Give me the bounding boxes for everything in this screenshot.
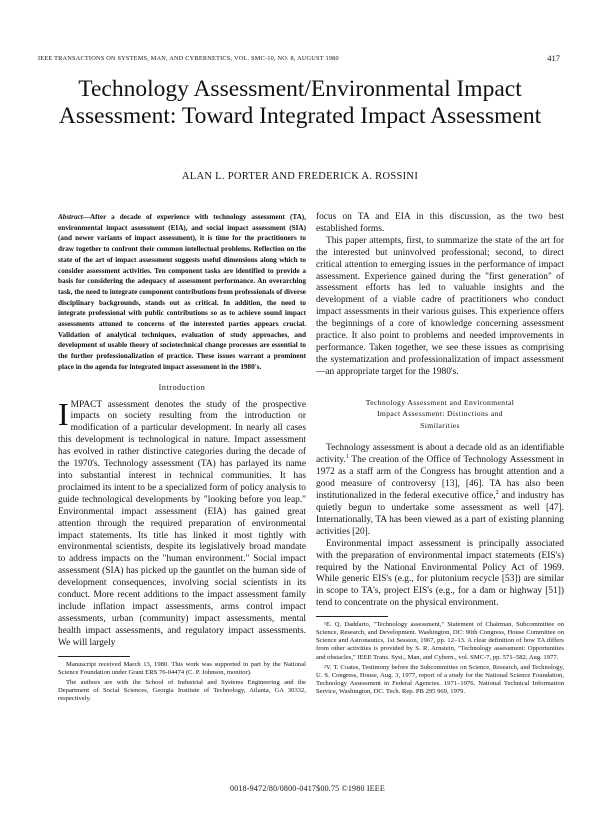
paper-title: Technology Assessment/Environmental Impact Assessment: Toward Integrated Impact Assessment <box>58 76 542 129</box>
footnote-1: ¹E. Q. Daddario, "Technology assessment," Statement of Chairman, Subcommittee on Science, Research, and Development. Washington, DC: 90th Congress, House Committee on Science and Astronautics, 1st Session, 1967, pp. 12–13. A clear definition of how TA differs from other activities is provided by S. R. Arnstein, "Technology assessment: Opportunities and obstacles," IEEE Trans. Syst., Man, and Cybern., vol. SMC-7, pp. 571–582, Aug. 1977. <box>316 621 564 661</box>
footnote-2: ²V. T. Coates, Testimony before the Subcommittee on Science, Research, and Technology, U. S. Congress, House, Aug. 3, 1977, report of a study for the National Science Foundation, Technology Assessment in Federal Agencies. 1971–1976. National Technical Information Service, Washington, DC. Tech. Rep. PB 295 969, 1979. <box>316 663 564 695</box>
page-number: 417 <box>547 53 560 63</box>
text-ta-a: Technology assessment is about a decade old as an identifiable activity. <box>316 443 564 466</box>
dropcap: I <box>58 395 69 432</box>
heading-line-3: Similarities <box>420 420 460 430</box>
authors: ALAN L. PORTER AND FREDERICK A. ROSSINI <box>181 171 419 182</box>
introduction-paragraph <box>58 395 306 650</box>
footnote-affiliation: The authors are with the School of Industrial and Systems Engineering and the Department of Social Sciences, Georgia Institute of Technology, Atlanta, GA 30332, respectively. <box>58 678 306 702</box>
paragraph-eia: Environmental impact assessment is principally associated with the preparation of environmental impact statements (EIS's) required by the National Environmental Policy Act of 1969. While generic EIS's (e.g., for plutonium recycle [53]) are similar in scope to TA's, project EIS's (e.g., for a dam or highway [51]) tend to concentrate on the physical environment. <box>316 538 564 609</box>
right-column <box>316 212 564 698</box>
heading-line-2: Impact Assessment: Distinctions and <box>377 409 503 419</box>
footnote-ref-2: 2 <box>495 489 499 496</box>
abstract-label: Abstract <box>58 213 83 221</box>
text-ta-b: The creation of the Office of Technology Assessment in 1972 as a staff arm of the Congress has brought attention and a good measure of controversy [13], [46]. TA has also been institutionalized in the federal executive office, <box>316 455 564 502</box>
running-head: IEEE TRANSACTIONS ON SYSTEMS, MAN, AND CYBERNETICS, VOL. SMC-10, NO. 8, AUGUST 1980 <box>38 55 339 62</box>
copyright-line: 0018-9472/80/0800-0417$00.75 ©1980 IEEE <box>230 784 385 793</box>
footnote-manuscript: Manuscript received March 13, 1980. This work was supported in part by the National Science Foundation under Grant ERS 76-04474 (C. P. Johnson, monitor). <box>58 660 306 676</box>
abstract <box>58 212 306 373</box>
paragraph-focus: focus on TA and EIA in this discussion, as the two best established forms. <box>316 212 564 234</box>
paragraph-attempts: This paper attempts, first, to summarize the state of the art for the interested but uninvolved professional; second, to direct critical attention to emerging issues in the performance of impact assessment. Experience gained during the "first generation" of assessment efforts has led to valuable insights and the development of a viable cadre of practitioners who conduct impact assessments in their various guises. This experience offers the beginnings of a core of knowledge concerning assessment practice. It also point to problems and needed improvements in performance. Taken together, we see these issues as comprising the systematization and professionalization of impact assessment—an appropriate target for the 1980's. <box>316 235 564 377</box>
heading-line-1: Technology Assessment and Environmental <box>365 397 515 407</box>
footnote-rule <box>58 656 130 657</box>
paragraph-ta-decade <box>316 443 564 538</box>
abstract-text: —After a decade of experience with technology assessment (TA), environmental impact assessment (EIA), and social impact assessment (SIA) (and newer variants of impact assessment), it is time for the practitioners to draw together to confront their common intellectual problems. Reflection on the state of the art of impact assessment suggests useful dimensions along which to consider assessment activities. Ten component tasks are identified to provide a basis for considering the adequacy of assessment performance. An overarching task, the need to integrate component contributions from professionals of diverse disciplinary backgrounds, stands out as critical. In addition, the need to integrate professional with public contributions so as to achieve sound impact assessments attuned to concerns of the interested parties appears crucial. Validation of analytical techniques, evaluation of study approaches, and development of usable theory of sociotechnical change processes are essential to the further professionalization of practice. These issues warrant a prominent place in the agenda for integrated impact assessment in the 1980's. <box>58 213 306 371</box>
footnote-rule-right <box>316 616 388 617</box>
section-heading-distinctions <box>316 397 564 432</box>
section-heading-introduction: Introduction <box>158 382 206 392</box>
footnote-ref-1: 1 <box>345 454 349 461</box>
left-column <box>58 212 306 705</box>
introduction-text: MPACT assessment denotes the study of the prospective impacts on society resulting from the introduction or modification of a particular development. In nearly all cases this development is technological in nature. Impact assessment has evolved in rather distinctive categories during the decade of the 1970's. Technology assessment (TA) has parlayed its name into substantial interest in technical communities. It has proclaimed its intent to be a specialized form of policy analysis to guide technological developments by "looking before you leap." Environmental impact assessment (EIA) has gained great attention through the required preparation of environmental impact statements. Its title has linked it most tightly with environmental scientists, despite its legislatively broad mandate to address impacts on the "human environment." Social impact assessment (SIA) has picked up the gauntlet on the human side of development consequences, involving social scientists in its conduct. More recent additions to the impact assessment family include inflation impact assessments, arms control impact assessments, urban (community) impact assessments, mental health impact assessments, and regulatory impact assessments. We will largely <box>58 399 306 648</box>
text-ta-c: and industry has quietly begun to undertake some assessment as well [47]. Internationally, TA has been viewed as a part of existing planning activities [20]. <box>316 491 565 537</box>
